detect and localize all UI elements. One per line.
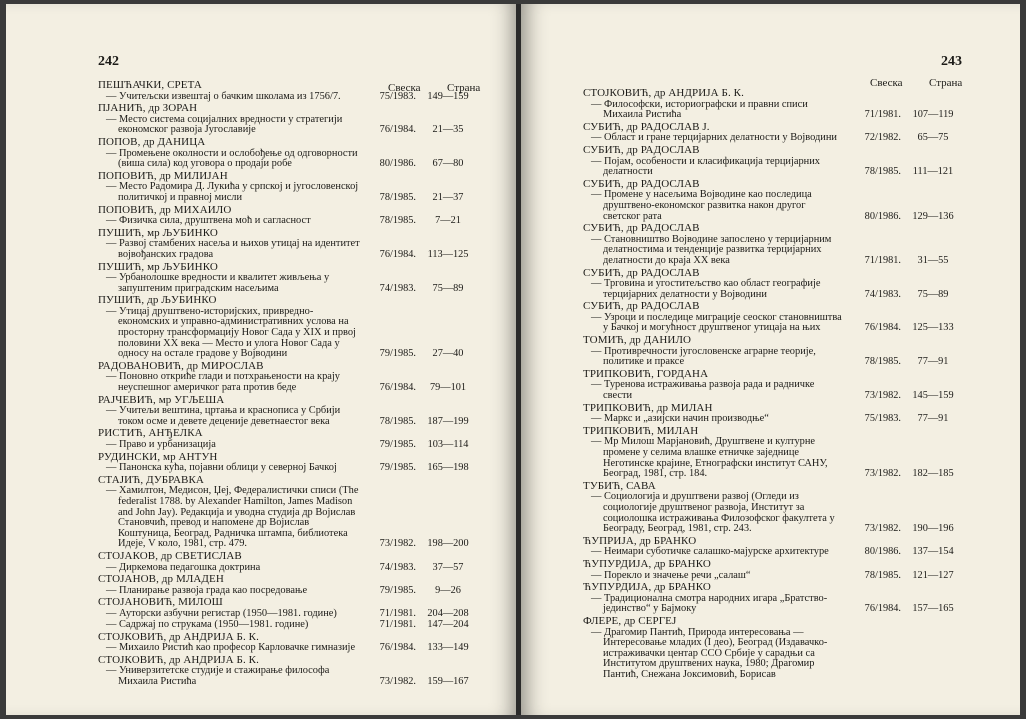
work-title: — Место Радомира Д. Лукића у српској и југословенској политичкој и правној мисли xyxy=(106,181,359,203)
volume-number: 73/1982. xyxy=(864,390,901,402)
work-row xyxy=(583,437,963,479)
page-range: 107—119 xyxy=(912,109,954,121)
work-row xyxy=(98,307,478,360)
author-name: СУБИЋ, др РАДОСЛАВ xyxy=(583,143,700,156)
volume-number: 75/1983. xyxy=(379,90,416,102)
author-name: ЋУПРИЈА, др БРАНКО xyxy=(583,534,697,547)
work-title: — Промењене околности и ослобођење од одговорности (виша сила) код уговора о продаји робе xyxy=(106,147,358,170)
author-name: ТРИПКОВИЋ, МИЛАН xyxy=(583,424,699,437)
work-title: — Промене у насељима Војводине као последица друштвено-економског развитка након другог светског рата xyxy=(591,189,812,222)
work-title: — Хамилтон, Медисон, Џеј, Федералистички списи (The federalist 1788. by Alexander Hamilton, James Madison and John Jay). Редакција и уводна студија др Војислав Становчић, превод и напомене др Војислав Коштуница, Београд, Радничка штампа, библиотека Идеје, V коло, 1981, стр. 479. xyxy=(106,485,359,550)
index-column xyxy=(583,88,963,681)
volume-number: 71/1981. xyxy=(379,607,416,619)
work-row xyxy=(583,547,963,558)
right-page xyxy=(521,4,1020,715)
index-entry xyxy=(98,361,478,394)
author-name: СТОЈАКОВ, др СВЕТИСЛАВ xyxy=(98,549,242,562)
author-name: СТОЈКОВИЋ, др АНДРИЈА Б. К. xyxy=(98,653,259,666)
page-range: 159—167 xyxy=(427,675,469,687)
index-entry xyxy=(583,145,963,178)
work-title: — Утицај друштвено-историјских, привредно-економских и управно-административних услова на просторну трансформацију Новог Сада у XIX и првој половини XX века — Место и улога Новог Сада у односу на остале градове у Војводини xyxy=(106,305,356,360)
author-name: ПОПОВИЋ, др МИХАИЛО xyxy=(98,203,232,216)
volume-number: 74/1983. xyxy=(864,288,901,300)
index-entry xyxy=(98,79,481,102)
author-name: СУБИЋ, др РАДОСЛАВ xyxy=(583,300,700,313)
author-name: ТРИПКОВИЋ, др МИЛАН xyxy=(583,401,713,414)
volume-number: 74/1983. xyxy=(379,561,416,573)
work-row xyxy=(98,92,478,103)
work-row xyxy=(98,666,478,687)
index-entry xyxy=(583,582,963,615)
index-entry xyxy=(98,475,478,550)
page-range: 77—91 xyxy=(917,356,949,368)
author-name: СТОЈКОВИЋ, др АНДРИЈА Б. К. xyxy=(583,87,744,99)
author-name: ТРИПКОВИЋ, ГОРДАНА xyxy=(583,367,709,380)
work-title: — Област и гране терцијарних делатности у Војводини xyxy=(591,132,837,144)
index-entry xyxy=(98,452,478,474)
work-row xyxy=(98,239,478,260)
volume-number: 79/1985. xyxy=(379,584,416,596)
author-name: ТОМИЋ, др ДАНИЛО xyxy=(583,334,692,347)
index-entry xyxy=(583,536,963,558)
index-column xyxy=(98,79,481,689)
work-title: — Учитељски извештај о бачким школама из 1756/7. xyxy=(106,90,341,102)
column-header-volume: Свеска xyxy=(870,77,903,89)
page-range: 147—204 xyxy=(427,619,469,630)
volume-number: 80/1986. xyxy=(379,158,416,170)
page-range: 67—80 xyxy=(432,158,464,170)
work-row xyxy=(583,628,963,681)
work-title: — Физичка сила, друштвена моћ и сагласност xyxy=(106,215,311,227)
page-range: 125—133 xyxy=(912,322,954,334)
work-row xyxy=(98,463,478,474)
index-entry xyxy=(98,103,478,136)
volume-number: 76/1984. xyxy=(379,642,416,654)
work-row xyxy=(583,279,963,300)
index-entry xyxy=(583,223,963,266)
page-range: 137—154 xyxy=(912,546,954,558)
index-entry xyxy=(98,632,478,654)
index-entry xyxy=(583,122,963,144)
author-name: СУБИЋ, др РАДОСЛАВ xyxy=(583,177,700,190)
author-name: РИСТИЋ, АНЂЕЛКА xyxy=(98,427,203,440)
author-name: ПОПОВ, др ДАНИЦА xyxy=(98,135,206,148)
page-number: 242 xyxy=(98,54,119,69)
work-row xyxy=(98,372,478,393)
index-entry xyxy=(98,228,478,261)
index-entry xyxy=(583,559,963,581)
work-row xyxy=(583,100,963,121)
work-title: — Противречности југословенске аграрне теорије, политике и праксе xyxy=(591,345,816,368)
page-range: 21—37 xyxy=(432,191,464,203)
page-range: 121—127 xyxy=(912,569,954,581)
work-title: — Право и урбанизација xyxy=(106,439,216,450)
author-name: ФЛЕРЕ, др СЕРГЕЈ xyxy=(583,614,677,627)
page-range: 129—136 xyxy=(912,210,954,222)
column-header-pages: Страна xyxy=(929,77,963,89)
volume-number: 73/1982. xyxy=(379,675,416,687)
work-title: — Панонска кућа, појавни облици у северној Бачкој xyxy=(106,462,337,474)
page-range: 111—121 xyxy=(912,166,954,178)
work-title: — Узроци и последице миграције сеоског становништва у Бачкој и могућност друштвеног утицаја на њих xyxy=(591,311,842,334)
volume-number: 73/1982. xyxy=(864,523,901,535)
index-entry xyxy=(583,616,963,681)
index-entry xyxy=(583,335,963,368)
work-title: — Учитељи вештина, цртања и краснописа у Србији током осме и девете деценије деветнаестог века xyxy=(106,405,341,427)
work-row xyxy=(98,586,478,597)
page-range: 149—159 xyxy=(427,90,469,102)
work-row xyxy=(583,594,963,615)
index-entry xyxy=(583,481,963,535)
work-title: — Михаило Ристић као професор Карловачке гимназије xyxy=(106,642,356,654)
work-title: — Порекло и значење речи „салаш“ xyxy=(591,569,751,581)
author-name: ЋУПУРДИЈА, др БРАНКО xyxy=(583,557,711,570)
page-range: 204—208 xyxy=(427,607,469,619)
index-entry xyxy=(583,88,963,121)
author-name: СТОЈАНОВИЋ, МИЛОШ xyxy=(98,596,223,609)
page-range: 190—196 xyxy=(912,523,954,535)
volume-number: 78/1985. xyxy=(379,215,416,227)
work-row xyxy=(98,406,478,427)
index-entry xyxy=(98,597,478,630)
page-range: 75—89 xyxy=(917,288,949,300)
work-row xyxy=(583,347,963,368)
work-title: — Драгомир Пантић, Природа интересовања — Интересовање младих (I део), Београд (Издавачко-истраживачки центар ССО Србије у сарадњи са Институтом друштвених наука, 1980; Драгомир Пантић, Снежана Јоксимовић, Борисав xyxy=(591,626,828,680)
author-name: ПУШИЋ, др ЉУБИНКО xyxy=(98,294,217,307)
volume-number: 76/1984. xyxy=(864,603,901,615)
author-name: ПОПОВИЋ, др МИЛИЈАН xyxy=(98,169,228,182)
page-range: 7—21 xyxy=(435,215,461,227)
work-title: — Традиционална смотра народних игара „Братство-јединство“ у Бајмоку xyxy=(591,592,828,615)
volume-number: 71/1981. xyxy=(379,619,416,630)
work-title: — Маркс и „азијски начин производње“ xyxy=(591,413,769,425)
volume-number: 78/1985. xyxy=(379,191,416,203)
page-range: 75—89 xyxy=(432,282,464,294)
volume-number: 74/1983. xyxy=(379,282,416,294)
volume-number: 78/1985. xyxy=(864,356,901,368)
left-page xyxy=(6,4,518,715)
work-title: — Философски, историографски и правни списи Михаила Ристића xyxy=(591,98,808,121)
work-row xyxy=(98,115,478,136)
work-row xyxy=(98,609,478,620)
work-row xyxy=(583,190,963,222)
work-title: — Место система социјалних вредности у стратегији економског развоја Југославије xyxy=(106,113,343,136)
work-row xyxy=(98,440,478,451)
volume-number: 79/1985. xyxy=(379,462,416,474)
work-title: — Урбанолошке вредности и квалитет живљења у запуштеним приградским насељима xyxy=(106,272,330,294)
work-row xyxy=(98,182,478,203)
volume-number: 78/1985. xyxy=(864,569,901,581)
volume-number: 79/1985. xyxy=(379,439,416,450)
volume-number: 78/1985. xyxy=(379,415,416,427)
author-name: СУБИЋ, др РАДОСЛАВ xyxy=(583,266,700,279)
work-row xyxy=(583,414,963,425)
index-entry xyxy=(98,551,478,573)
work-row xyxy=(98,643,478,654)
volume-number: 76/1984. xyxy=(379,124,416,136)
work-title: — Социологија и друштвени развој (Огледи из социологије друштвеног развоја, Институт за социолошка истраживања Филозофског факултета у Београду, Београд, 1981, стр. 243. xyxy=(591,491,835,535)
work-row xyxy=(583,380,963,401)
index-entry xyxy=(98,171,478,204)
index-entry xyxy=(583,301,963,334)
author-name: СТАЈИЋ, ДУБРАВКА xyxy=(98,473,204,486)
index-entry xyxy=(98,295,478,360)
volume-number: 76/1984. xyxy=(379,382,416,394)
page-range: 31—55 xyxy=(917,254,949,266)
author-name: ПЈАНИЋ, др ЗОРАН xyxy=(98,102,198,115)
author-name: ПУШИЋ, мр ЉУБИНКО xyxy=(98,226,218,239)
author-name: ПУШИЋ, мр ЉУБИНКО xyxy=(98,260,218,273)
volume-number: 71/1981. xyxy=(864,109,901,121)
page-range: 103—114 xyxy=(427,439,469,450)
work-title: — Трговина и угоститељство као област географије терцијарних делатности у Војводини xyxy=(591,278,821,300)
page-number: 243 xyxy=(941,54,962,69)
page-range: 37—57 xyxy=(432,561,464,573)
index-entry xyxy=(583,426,963,480)
author-name: СУБИЋ, др РАДОСЛАВ Ј. xyxy=(583,120,710,133)
work-title: — Становништво Војводине запослено у терцијарним делатностима и тенденције развитка терцијарних делатности до краја XX века xyxy=(591,233,832,266)
work-title: — Појам, особености и класификација терцијарних делатности xyxy=(591,155,820,178)
page-range: 9—26 xyxy=(435,584,461,596)
work-row xyxy=(583,157,963,178)
page-range: 79—101 xyxy=(429,382,467,394)
index-entry xyxy=(98,574,478,596)
work-row xyxy=(98,273,478,294)
index-entry xyxy=(583,179,963,222)
work-title: — Планирање развоја града као посредовање xyxy=(106,584,308,596)
author-name: ПЕШЋАЧКИ, СРЕТА xyxy=(98,79,202,91)
volume-number: 76/1984. xyxy=(864,322,901,334)
author-name: СТОЈАНОВ, др МЛАДЕН xyxy=(98,573,224,586)
column-header-pages: Страна xyxy=(447,82,481,94)
page-range: 77—91 xyxy=(917,413,949,425)
volume-number: 76/1984. xyxy=(379,248,416,260)
work-row xyxy=(583,492,963,534)
work-row xyxy=(98,149,478,170)
work-row xyxy=(98,216,478,227)
index-entry xyxy=(98,655,478,688)
work-title: — Универзитетске студије и стажирање философа Михаила Ристића xyxy=(106,665,330,687)
page-range: 165—198 xyxy=(427,462,469,474)
work-title: — Садржај по струкама (1950—1981. године) xyxy=(106,619,309,630)
author-name: СТОЈКОВИЋ, др АНДРИЈА Б. К. xyxy=(98,630,259,643)
work-title: — Поновно откриће глади и потхрањености на крају неуспешног америчког рата против беде xyxy=(106,371,340,394)
work-row xyxy=(98,486,478,550)
book-spread xyxy=(6,4,1020,715)
page-range: 21—35 xyxy=(432,124,464,136)
page-range: 157—165 xyxy=(912,603,954,615)
index-entry xyxy=(98,205,478,227)
index-entry xyxy=(583,268,963,301)
author-name: ЋУПУРДИЈА, др БРАНКО xyxy=(583,581,711,594)
work-title: — Ауторски азбучни регистар (1950—1981. године) xyxy=(106,607,337,619)
work-row xyxy=(583,571,963,582)
page-range: 133—149 xyxy=(427,642,469,654)
index-entry xyxy=(98,262,478,295)
page-range: 145—159 xyxy=(912,390,954,402)
volume-number: 78/1985. xyxy=(864,166,901,178)
volume-number: 80/1986. xyxy=(864,546,901,558)
volume-number: 80/1986. xyxy=(864,210,901,222)
work-title: — Диркемова педагошка доктрина xyxy=(106,561,261,573)
index-entry xyxy=(98,395,478,428)
volume-number: 73/1982. xyxy=(379,538,416,550)
index-entry xyxy=(583,369,963,402)
work-title: — Мр Милош Марјановић, Друштвене и културне промене у селима влашке етничке заједнице Неготинске крајине, Етнографски институт САНУ, Београд, 1981, стр. 184. xyxy=(591,436,828,480)
page-range: 198—200 xyxy=(427,538,469,550)
index-entry xyxy=(98,137,478,170)
work-title: — Неимари суботичке салашко-мајурске архитектуре xyxy=(591,546,829,558)
page-range: 27—40 xyxy=(432,348,464,360)
author-name: РАДОВАНОВИЋ, др МИРОСЛАВ xyxy=(98,359,264,372)
work-row xyxy=(583,235,963,267)
work-row xyxy=(583,133,963,144)
work-row xyxy=(583,313,963,334)
page-range: 182—185 xyxy=(912,468,954,480)
work-title: — Развој стамбених насеља и њихов утицај на идентитет војвођанских градова xyxy=(106,238,360,260)
volume-number: 75/1983. xyxy=(864,413,901,425)
author-name: РАЈЧЕВИЋ, мр УГЉЕША xyxy=(98,393,225,406)
volume-number: 73/1982. xyxy=(864,468,901,480)
index-entry xyxy=(583,403,963,425)
work-title: — Туренова истраживања развоја рада и радничке свести xyxy=(591,379,815,402)
volume-number: 72/1982. xyxy=(864,132,901,144)
author-name: ТУБИЋ, САВА xyxy=(583,479,656,492)
page-range: 187—199 xyxy=(427,415,469,427)
index-entry xyxy=(98,428,478,450)
page-range: 113—125 xyxy=(427,248,469,260)
work-row xyxy=(98,563,478,574)
volume-number: 71/1981. xyxy=(864,254,901,266)
column-header-volume: Свеска xyxy=(388,82,421,94)
author-name: СУБИЋ, др РАДОСЛАВ xyxy=(583,222,700,235)
page-range: 65—75 xyxy=(917,132,949,144)
volume-number: 79/1985. xyxy=(379,348,416,360)
work-row xyxy=(98,620,478,631)
author-name: РУДИНСКИ, мр АНТУН xyxy=(98,450,218,463)
